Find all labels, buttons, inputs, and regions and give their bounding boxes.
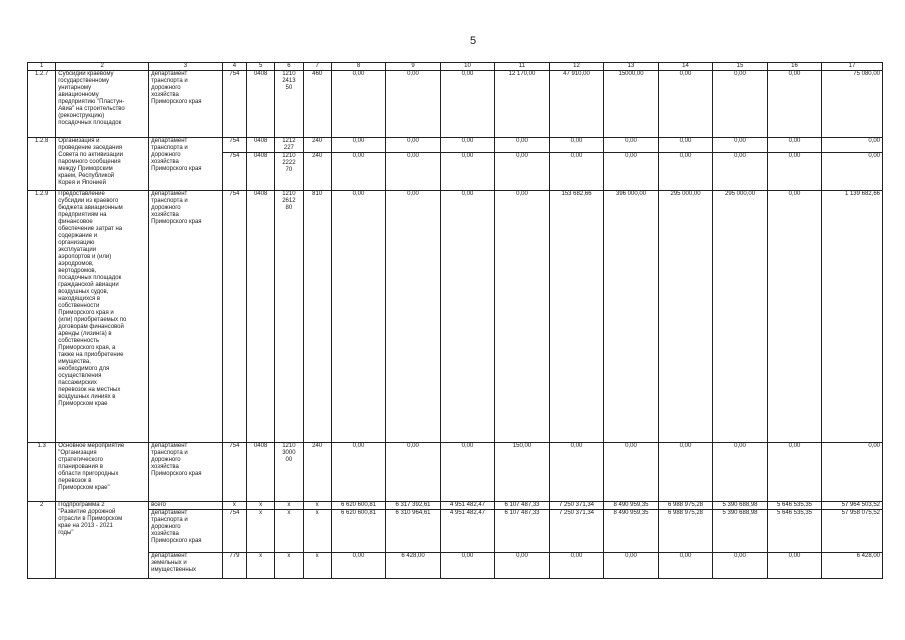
amount: 8 490 959,35 [604,502,659,510]
row-description: Предоставление субсидии из краевого бюджета авиационным предприятиям на финансовое обеспечение затрат на содержание и организацию эксплуатации аэропортов и (или) аэродромов, вертодромов, посадочных площадок гражданской авиации воздушных судов, находящихся в собственности Приморского края и (или) приобретаемых по договорам финансовой аренды (лизинга) в собственность Приморского края, а также на приобретение имущества, необходимого для осуществления пассажирских перевозок на местных воздушных линиях в Приморском крае [56,191,149,443]
column-number-header: 2 [56,63,149,71]
amount: 0,00 [495,138,550,153]
row-number: 1.2.8 [28,138,56,191]
amount: 6 310 964,61 [386,510,441,553]
code-target: 1212 227 [275,138,303,153]
amount: 0,00 [713,153,768,191]
column-number-header: 12 [549,63,604,71]
amount: 0,00 [767,138,822,153]
amount: 0,00 [549,553,604,579]
amount: 295 000,00 [713,191,768,443]
column-number-header: 9 [386,63,441,71]
code-type: x [303,553,331,579]
amount: 0,00 [386,138,441,153]
code-gr: 754 [222,443,246,502]
amount: 0,00 [495,153,550,191]
amount: 0,00 [658,71,713,138]
column-number-header: 16 [767,63,822,71]
amount: 0,00 [549,443,604,502]
amount: 5 390 688,98 [713,510,768,553]
amount: 47 910,00 [549,71,604,138]
table-row [28,71,883,138]
code-section: x [247,510,275,553]
code-section: 0408 [247,138,275,153]
amount: 7 250 371,34 [549,510,604,553]
code-type: x [303,510,331,553]
code-gr: 754 [222,191,246,443]
table-row [28,138,883,153]
code-gr: x [222,502,246,510]
row-number: 2 [28,502,56,579]
row-organization: департамент транспорта и дорожного хозяйства Приморского края [149,71,223,138]
code-target: 1210 2222 70 [275,153,303,191]
row-number: 1.2.7 [28,71,56,138]
code-type: 460 [303,71,331,138]
table-row [28,191,883,443]
amount: 0,00 [440,153,495,191]
amount: 6 317 392,61 [386,502,441,510]
column-number-header: 13 [604,63,659,71]
amount: 5 646 535,35 [767,502,822,510]
code-gr: 779 [222,553,246,579]
table-row [28,443,883,502]
amount: 150,00 [495,443,550,502]
amount-total: 0,00 [822,443,883,502]
code-gr: 754 [222,138,246,153]
amount: 6 428,00 [386,553,441,579]
amount: 6 988 975,28 [658,510,713,553]
amount-total: 57 958 075,52 [822,510,883,553]
amount: 0,00 [386,71,441,138]
table-row [28,510,883,553]
code-type: 810 [303,191,331,443]
row-description: Субсидии краевому государственному унитарному авиационному предприятию "Пластун- Авиа" на строительство (реконструкцию) посадочных площадок [56,71,149,138]
code-target: 1210 2612 80 [275,191,303,443]
amount: 0,00 [713,71,768,138]
row-number: 1.2.9 [28,191,56,443]
column-number-header: 11 [495,63,550,71]
amount: 5 646 535,35 [767,510,822,553]
amount: 4 951 482,47 [440,502,495,510]
column-number-header: 15 [713,63,768,71]
column-number-header: 10 [440,63,495,71]
code-gr: 754 [222,153,246,191]
row-organization: департамент транспорта и дорожного хозяйства Приморского края [149,510,223,553]
amount: 0,00 [331,153,386,191]
row-organization: всего [149,502,223,510]
header-row [28,63,883,71]
amount: 0,00 [767,553,822,579]
amount: 0,00 [713,443,768,502]
code-section: x [247,502,275,510]
amount: 0,00 [604,138,659,153]
code-section: 0408 [247,443,275,502]
amount: 0,00 [767,191,822,443]
amount: 0,00 [331,138,386,153]
row-organization: департамент транспорта и дорожного хозяйства Приморского края [149,138,223,191]
amount: 0,00 [440,138,495,153]
code-section: x [247,553,275,579]
code-target: 1210 3000 00 [275,443,303,502]
page-number: 5 [470,35,477,47]
code-target: x [275,553,303,579]
amount: 0,00 [386,153,441,191]
column-number-header: 3 [149,63,223,71]
row-organization: департамент транспорта и дорожного хозяйства Приморского края [149,443,223,502]
code-section: 0408 [247,71,275,138]
amount: 153 682,66 [549,191,604,443]
amount: 0,00 [331,553,386,579]
column-number-header: 1 [28,63,56,71]
amount: 4 951 482,47 [440,510,495,553]
amount: 15000,00 [604,71,659,138]
amount: 0,00 [658,153,713,191]
column-number-header: 4 [222,63,246,71]
amount: 0,00 [713,138,768,153]
amount: 0,00 [549,138,604,153]
code-type: 240 [303,138,331,153]
row-number: 1.3 [28,443,56,502]
amount-total: 0,00 [822,153,883,191]
amount: 6 988 975,28 [658,502,713,510]
code-type: 240 [303,443,331,502]
amount: 0,00 [495,191,550,443]
code-section: 0408 [247,153,275,191]
amount: 0,00 [386,443,441,502]
code-target: x [275,510,303,553]
amount: 0,00 [604,553,659,579]
amount: 0,00 [386,191,441,443]
code-target: x [275,502,303,510]
code-gr: 754 [222,71,246,138]
column-number-header: 17 [822,63,883,71]
amount-total: 0,00 [822,138,883,153]
amount: 0,00 [331,71,386,138]
amount: 6 107 487,33 [495,510,550,553]
amount: 8 490 959,35 [604,510,659,553]
amount: 0,00 [658,138,713,153]
amount: 396 000,00 [604,191,659,443]
table-row [28,502,883,510]
amount: 0,00 [331,191,386,443]
amount: 0,00 [440,553,495,579]
column-number-header: 6 [275,63,303,71]
column-number-header: 7 [303,63,331,71]
amount: 0,00 [604,443,659,502]
code-target: 1210 2413 50 [275,71,303,138]
amount: 0,00 [713,553,768,579]
amount: 0,00 [495,553,550,579]
amount-total: 6 428,00 [822,553,883,579]
column-number-header: 5 [247,63,275,71]
row-description: Подпрограмма 2 "Развитие дорожной отрасли в Приморском крае на 2013 - 2021 годы" [56,502,149,579]
amount: 0,00 [604,153,659,191]
amount: 6 620 600,81 [331,502,386,510]
amount: 7 250 371,34 [549,502,604,510]
amount-total: 75 080,00 [822,71,883,138]
amount: 0,00 [658,553,713,579]
column-number-header: 8 [331,63,386,71]
amount: 0,00 [440,443,495,502]
amount-total: 57 964 503,52 [822,502,883,510]
amount: 0,00 [767,443,822,502]
code-section: 0408 [247,191,275,443]
row-description: Организация и проведение заседания Совета по активизации паромного сообщения между Приморским краем, Республикой Корея и Японией [56,138,149,191]
row-organization: департамент земельных и имущественных [149,553,223,579]
code-gr: 754 [222,510,246,553]
column-number-header: 14 [658,63,713,71]
row-organization: департамент транспорта и дорожного хозяйства Приморского края [149,191,223,443]
amount: 0,00 [767,71,822,138]
amount-total: 1 139 682,66 [822,191,883,443]
row-description: Основное мероприятие "Организация стратегического планирования в области пригородных перевозок в Приморском крае" [56,443,149,502]
amount: 0,00 [331,443,386,502]
table-row [28,553,883,579]
amount: 0,00 [440,71,495,138]
amount: 5 390 688,98 [713,502,768,510]
budget-table [27,62,883,579]
amount: 6 107 487,33 [495,502,550,510]
amount: 0,00 [767,153,822,191]
amount: 6 620 600,81 [331,510,386,553]
code-type: 240 [303,153,331,191]
amount: 0,00 [549,153,604,191]
amount: 0,00 [658,443,713,502]
amount: 295 000,00 [658,191,713,443]
code-type: x [303,502,331,510]
amount: 0,00 [440,191,495,443]
amount: 12 170,00 [495,71,550,138]
